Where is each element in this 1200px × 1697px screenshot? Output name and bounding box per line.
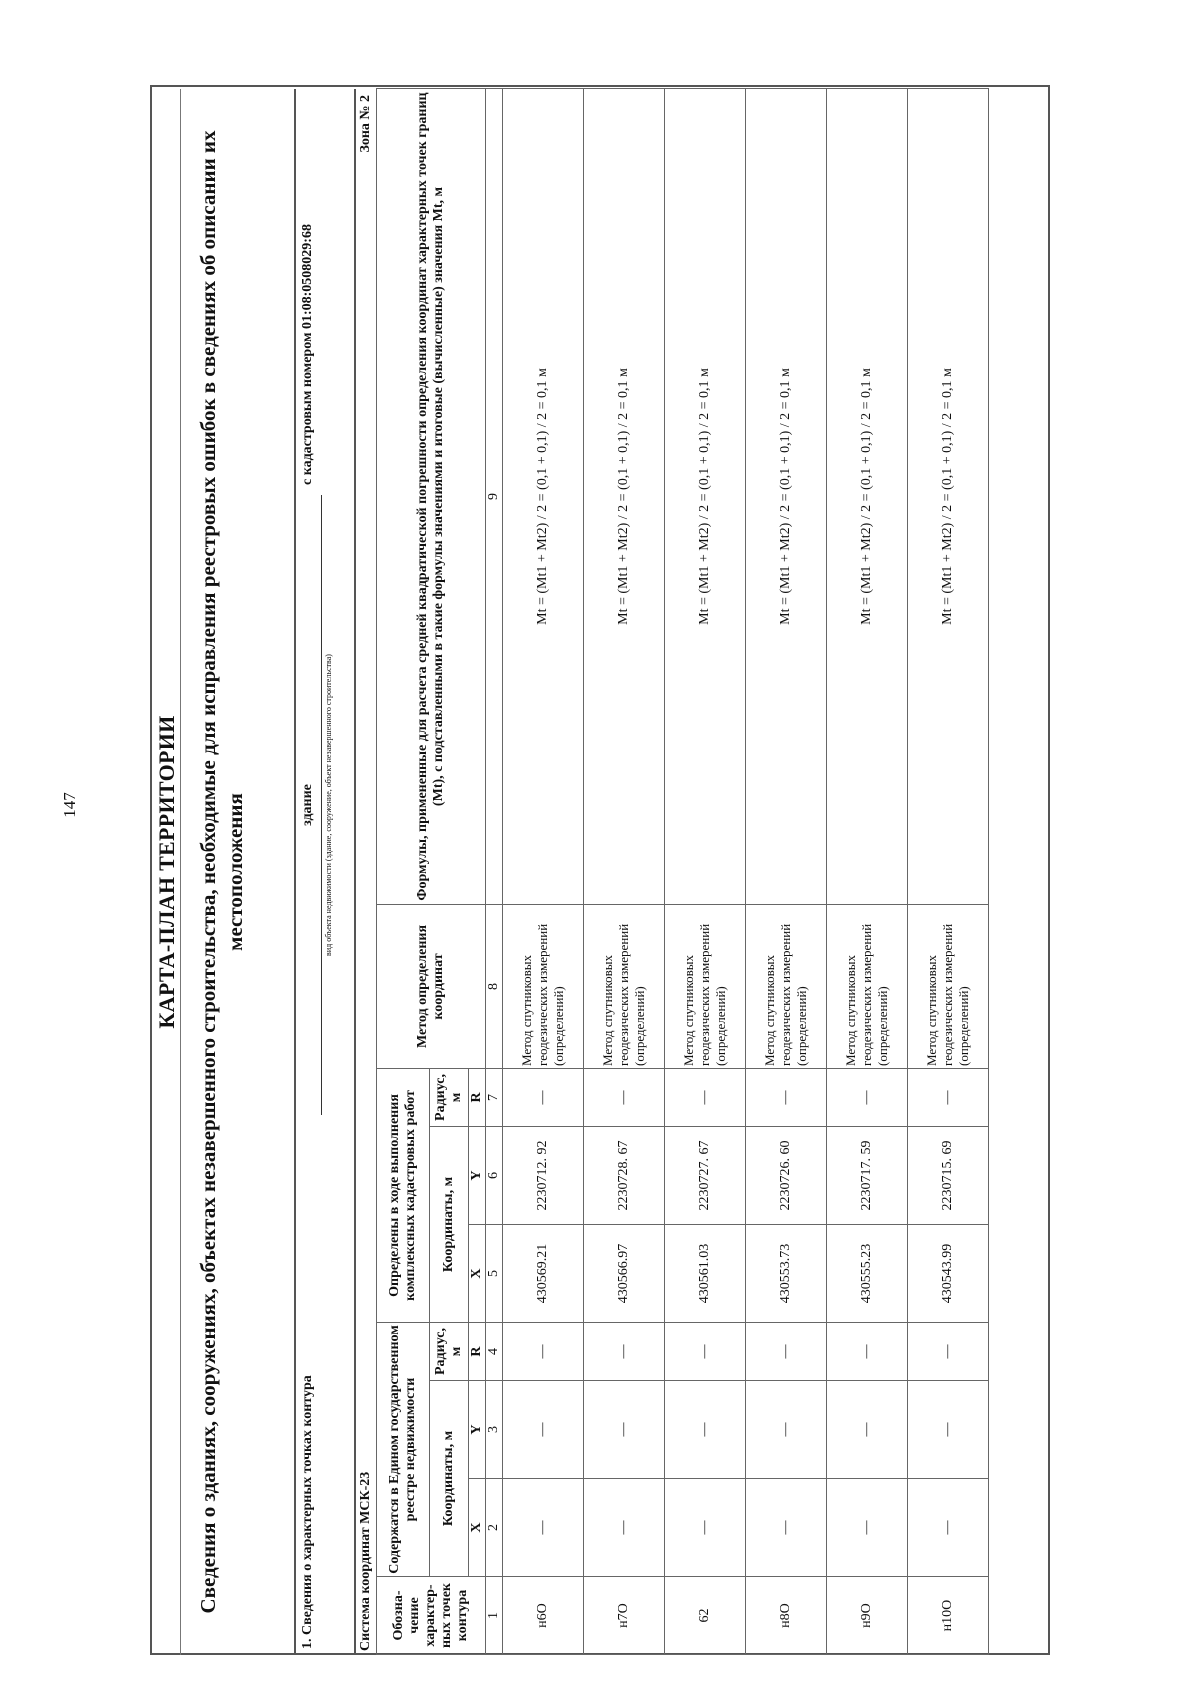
egrn-x: — [503,1479,584,1577]
method-cell: Метод спутниковых геодезических измерений (определений) [665,904,746,1068]
coord-system-row [354,89,376,1655]
works-y: 2230715. 69 [908,1127,989,1225]
egrn-y: — [503,1381,584,1479]
table-row [827,88,908,1654]
column-number: 2 [486,1479,503,1577]
table-row [908,88,989,1654]
works-r: — [584,1068,665,1126]
header-method: Метод определения координат [377,904,486,1068]
egrn-x: — [584,1479,665,1577]
works-y: 2230727. 67 [665,1127,746,1225]
works-x: 430553.73 [746,1225,827,1323]
works-r: — [665,1068,746,1126]
document-subtitle: Сведения о зданиях, сооружениях, объектах незавершенного строительства, необходимые для исправления реестровых ошибок в сведениях об описании их местоположения [196,130,247,1614]
point-name: н10О [908,1577,989,1655]
works-r: — [503,1068,584,1126]
point-name: 62 [665,1577,746,1655]
method-cell: Метод спутниковых геодезических измерений (определений) [827,904,908,1068]
column-number: 9 [486,88,503,904]
object-kind: здание [300,784,315,826]
works-y: 2230717. 59 [827,1127,908,1225]
works-r: — [908,1068,989,1126]
egrn-x: — [827,1479,908,1577]
method-cell: Метод спутниковых геодезических измерений (определений) [503,904,584,1068]
table-row [746,88,827,1654]
egrn-x: — [908,1479,989,1577]
header-works-radius: Радиус, м [430,1068,469,1126]
works-y: 2230712. 92 [503,1127,584,1225]
coord-system: Система координат МСК-23 [358,1471,373,1651]
document-title: КАРТА-ПЛАН ТЕРРИТОРИИ [150,89,181,1655]
header-egrn-coords: Координаты, м [430,1381,469,1577]
page-number: 147 [60,792,79,818]
formula-cell: Mt = (Mt1 + Mt2) / 2 = (0,1 + 0,1) / 2 = 0,1 м [584,88,665,904]
works-x: 430543.99 [908,1225,989,1323]
egrn-r: — [665,1323,746,1381]
column-number: 4 [486,1323,503,1381]
points-table [376,88,989,1655]
formula-cell: Mt = (Mt1 + Mt2) / 2 = (0,1 + 0,1) / 2 = 0,1 м [665,88,746,904]
header-works-coords: Координаты, м [430,1127,469,1323]
header-egrn-r: R [469,1323,486,1381]
works-r: — [827,1068,908,1126]
column-numbers-row [486,88,503,1654]
header-egrn-x: X [469,1479,486,1577]
header-egrn-radius: Радиус, м [430,1323,469,1381]
method-cell: Метод спутниковых геодезических измерений (определений) [584,904,665,1068]
egrn-r: — [746,1323,827,1381]
formula-cell: Mt = (Mt1 + Mt2) / 2 = (0,1 + 0,1) / 2 = 0,1 м [503,88,584,904]
point-name: н9О [827,1577,908,1655]
works-x: 430566.97 [584,1225,665,1323]
egrn-y: — [665,1381,746,1479]
section-info [296,89,352,1655]
works-x: 430555.23 [827,1225,908,1323]
works-x: 430561.03 [665,1225,746,1323]
table-row [503,88,584,1654]
zone-label: Зона № 2 [358,95,373,153]
header-egrn-group: Содержатся в Едином государственном реестре недвижимости [377,1323,430,1577]
works-y: 2230726. 60 [746,1127,827,1225]
egrn-r: — [503,1323,584,1381]
egrn-x: — [746,1479,827,1577]
section-label: 1. Сведения о характерных точках контура [300,1375,315,1649]
works-x: 430569.21 [503,1225,584,1323]
point-name: н6О [503,1577,584,1655]
formula-cell: Mt = (Mt1 + Mt2) / 2 = (0,1 + 0,1) / 2 = 0,1 м [827,88,908,904]
table-row [665,88,746,1654]
egrn-r: — [908,1323,989,1381]
column-number: 5 [486,1225,503,1323]
works-y: 2230728. 67 [584,1127,665,1225]
egrn-y: — [746,1381,827,1479]
egrn-y: — [827,1381,908,1479]
works-r: — [746,1068,827,1126]
cadastral-number: с кадастровым номером 01:08:0508029:68 [300,224,315,485]
column-number: 7 [486,1068,503,1126]
egrn-y: — [584,1381,665,1479]
column-number: 1 [486,1577,503,1655]
formula-cell: Mt = (Mt1 + Mt2) / 2 = (0,1 + 0,1) / 2 = 0,1 м [746,88,827,904]
method-cell: Метод спутниковых геодезических измерений (определений) [908,904,989,1068]
header-formula: Формулы, примененные для расчета средней квадратической погрешности определения координат характерных точек границ (Mt), с подставленными в такие формулы значениями и итоговые (вычисленные) значения Mt, м [377,88,486,904]
column-number: 3 [486,1381,503,1479]
table-row [584,88,665,1654]
method-cell: Метод спутниковых геодезических измерений (определений) [746,904,827,1068]
header-works-x: X [469,1225,486,1323]
egrn-r: — [827,1323,908,1381]
header-works-r: R [469,1068,486,1126]
header-egrn-y: Y [469,1381,486,1479]
header-works-y: Y [469,1127,486,1225]
landscape-sheet [150,85,1050,1655]
column-number: 6 [486,1127,503,1225]
title-block [150,89,296,1655]
header-point-name: Обозна-чение характер-ных точек контура [377,1577,486,1655]
egrn-y: — [908,1381,989,1479]
object-kind-hint: вид объекта недвижимости (здание, сооружение, объект незавершенного строительства) [324,654,333,956]
formula-cell: Mt = (Mt1 + Mt2) / 2 = (0,1 + 0,1) / 2 = 0,1 м [908,88,989,904]
egrn-r: — [584,1323,665,1381]
point-name: н7О [584,1577,665,1655]
column-number: 8 [486,904,503,1068]
egrn-x: — [665,1479,746,1577]
point-name: н8О [746,1577,827,1655]
object-kind-underline [321,495,322,1115]
header-works-group: Определены в ходе выполнения комплексных кадастровых работ [377,1068,430,1322]
